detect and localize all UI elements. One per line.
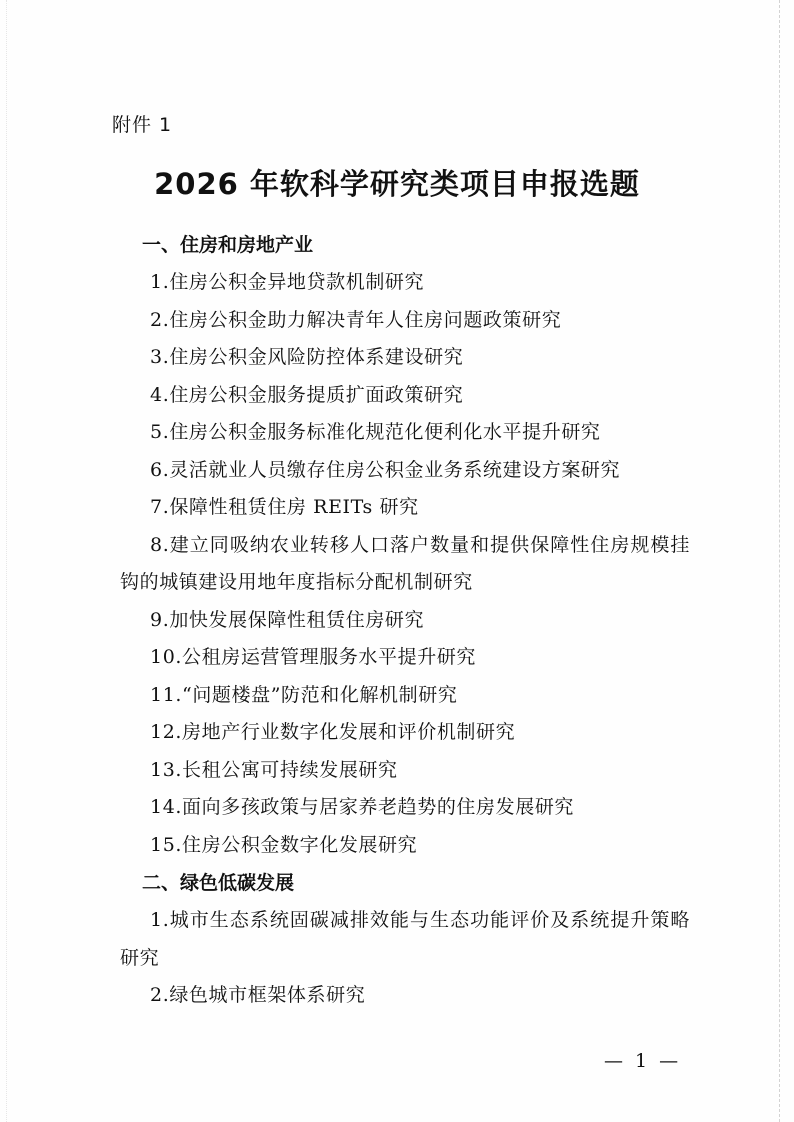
list-item: 2.绿色城市框架体系研究 (150, 984, 366, 1006)
list-item: 8.建立同吸纳农业转移人口落户数量和提供保障性住房规模挂钩的城镇建设用地年度指标分配机制研究 (120, 533, 690, 593)
section-heading-green-low-carbon: 二、绿色低碳发展 (142, 872, 295, 894)
section-heading-housing: 一、住房和房地产业 (142, 234, 314, 256)
list-item: 4.住房公积金服务提质扩面政策研究 (150, 383, 464, 406)
list-item: 6.灵活就业人员缴存住房公积金业务系统建设方案研究 (150, 458, 621, 481)
list-item: 15.住房公积金数字化发展研究 (150, 833, 418, 856)
list-item: 13.长租公寓可持续发展研究 (150, 758, 398, 781)
list-item: 11.“问题楼盘”防范和化解机制研究 (150, 683, 458, 706)
page-number: — 1 — (604, 1050, 682, 1072)
list-item: 10.公租房运营管理服务水平提升研究 (150, 646, 477, 668)
list-item: 9.加快发展保障性租赁住房研究 (150, 608, 425, 631)
list-item: 14.面向多孩政策与居家养老趋势的住房发展研究 (150, 796, 575, 818)
list-item: 7.保障性租赁住房 REITs 研究 (150, 496, 419, 518)
list-item: 1.住房公积金异地贷款机制研究 (150, 271, 425, 293)
list-item: 3.住房公积金风险防控体系建设研究 (150, 346, 464, 368)
list-item: 1.城市生态系统固碳减排效能与生态功能评价及系统提升策略研究 (120, 909, 690, 969)
list-item: 2.住房公积金助力解决青年人住房问题政策研究 (150, 308, 562, 331)
attachment-label: 附件 1 (112, 114, 173, 136)
topic-list (120, 226, 690, 1015)
list-item: 5.住房公积金服务标准化规范化便利化水平提升研究 (150, 421, 601, 443)
list-item: 12.房地产行业数字化发展和评价机制研究 (150, 721, 516, 743)
document-title: 2026 年软科学研究类项目申报选题 (154, 167, 640, 201)
